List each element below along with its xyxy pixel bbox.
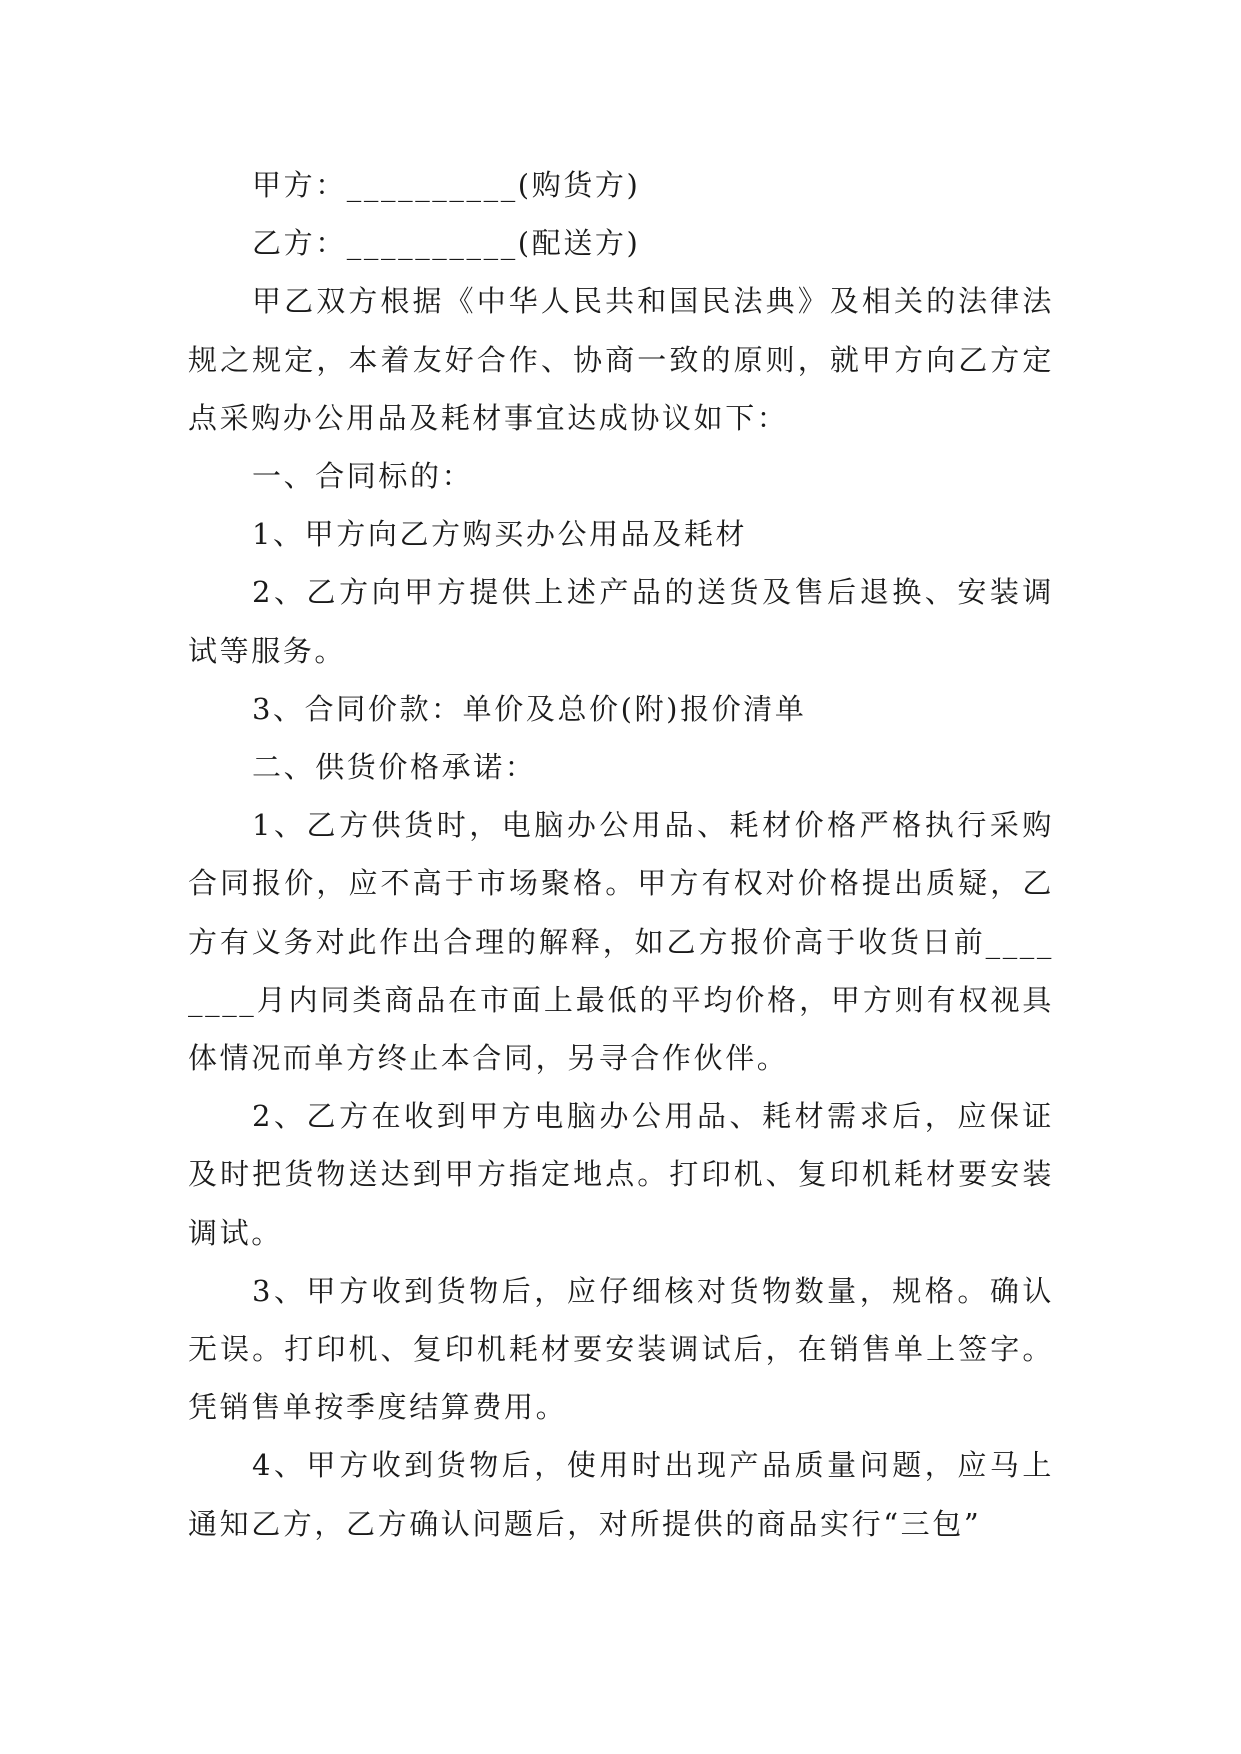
clause-2-2: 2、乙方在收到甲方电脑办公用品、耗材需求后，应保证及时把货物送达到甲方指定地点。打印机、复印机耗材要安装调试。 <box>188 1099 1054 1250</box>
clause-1-3: 3、合同价款：单价及总价(附)报价清单 <box>252 691 807 726</box>
party-b-line: 乙方：__________(配送方) <box>252 226 641 261</box>
clause-2-1: 1、乙方供货时，电脑办公用品、耗材价格严格执行采购合同报价，应不高于市场聚格。甲方有权对价格提出质疑，乙方有义务对此作出合理的解释，如乙方报价高于收货日前________月内同类商品在市面上最低的平均价格，甲方则有权视具体情况而单方终止本合同，另寻合作伙伴。 <box>188 808 1054 1076</box>
clause-2-4: 4、甲方收到货物后，使用时出现产品质量问题，应马上通知乙方，乙方确认问题后，对所提供的商品实行“三包” <box>188 1448 1054 1541</box>
document-body <box>188 156 1054 1553</box>
preamble-paragraph: 甲乙双方根据《中华人民共和国民法典》及相关的法律法规之规定，本着友好合作、协商一致的原则，就甲方向乙方定点采购办公用品及耗材事宜达成协议如下： <box>188 284 1054 435</box>
section-heading-1: 一、合同标的： <box>252 459 474 494</box>
clause-1-2: 2、乙方向甲方提供上述产品的送货及售后退换、安装调试等服务。 <box>188 575 1054 668</box>
party-a-line: 甲方：__________(购货方) <box>252 168 641 202</box>
clause-1-1: 1、甲方向乙方购买办公用品及耗材 <box>252 517 748 552</box>
clause-2-3: 3、甲方收到货物后，应仔细核对货物数量，规格。确认无误。打印机、复印机耗材要安装调试后，在销售单上签字。凭销售单按季度结算费用。 <box>188 1273 1054 1425</box>
section-heading-2: 二、供货价格承诺： <box>252 750 537 785</box>
